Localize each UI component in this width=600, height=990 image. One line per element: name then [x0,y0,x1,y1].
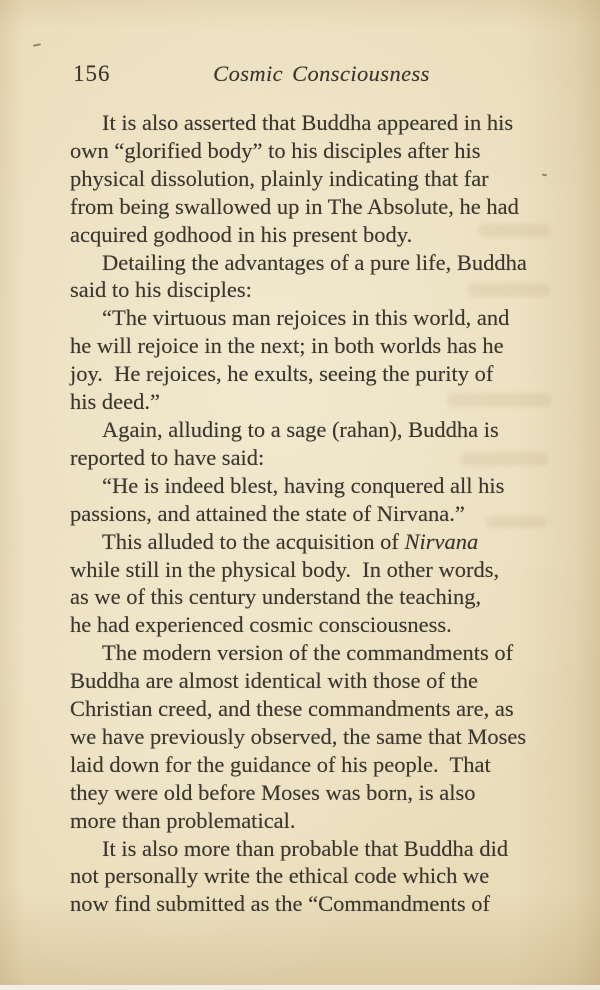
text-line: reported to have said: [70,444,265,470]
scan-bottom-edge [0,985,600,990]
text-line: he will rejoice in the next; in both worlds has he [70,333,504,359]
text-line: Buddha are almost identical with those of the [70,668,479,694]
text-line: It is also more than probable that Buddha did [102,835,509,861]
text-line: physical dissolution, plainly indicating that far [70,165,489,191]
text-line: joy. He rejoices, he exults, seeing the purity of [70,361,494,387]
text-line: they were old before Moses was born, is also [70,779,476,805]
text-line: acquired godhood in his present body. [70,221,413,247]
text-line: Christian creed, and these commandments are, as [70,696,514,722]
text-line: own “glorified body” to his disciples after his [70,137,481,163]
text-line: not personally write the ethical code which we [70,863,490,889]
text-line: he had experienced cosmic consciousness. [70,612,452,638]
text-line: “The virtuous man rejoices in this world, and [102,305,510,331]
ink-speck [33,43,41,47]
text-line: This alluded to the acquisition of Nirvana [102,528,479,554]
text-line: The modern version of the commandments of [102,640,514,666]
text-line: now find submitted as the “Commandments of [70,891,490,917]
running-title: Cosmic Consciousness [213,61,430,86]
ink-speck [542,174,547,177]
text-line: Again, alluding to a sage (rahan), Buddha is [102,416,499,442]
text-line: laid down for the guidance of his people. That [70,751,491,777]
text-block [70,109,537,918]
running-head [0,60,600,88]
text-line: “He is indeed blest, having conquered all his [102,472,505,498]
page-number: 156 [73,61,111,86]
text-line: his deed.” [70,389,160,415]
text-line: Detailing the advantages of a pure life, Buddha [102,249,527,275]
text-line: from being swallowed up in The Absolute, he had [70,193,519,219]
text-line: said to his disciples: [70,277,252,303]
text-line: we have previously observed, the same that Moses [70,723,527,749]
text-line: more than problematical. [70,807,296,833]
text-line: It is also asserted that Buddha appeared in his [102,110,514,135]
text-line: as we of this century understand the teaching, [70,584,482,610]
text-line: passions, and attained the state of Nirvana.” [70,500,465,526]
text-line: while still in the physical body. In other words, [70,556,500,582]
